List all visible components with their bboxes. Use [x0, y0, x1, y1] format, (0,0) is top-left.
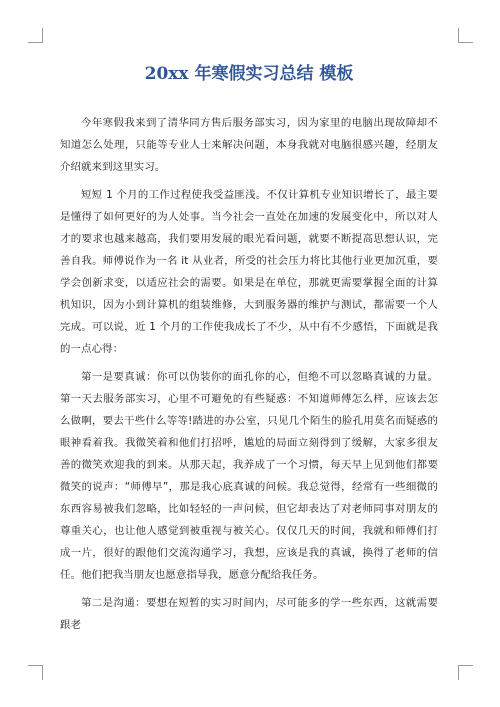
document-page	[60, 62, 438, 636]
crop-mark-top-left	[28, 28, 43, 43]
paragraph-sincerity: 第一是要真诚：你可以伪装你的面孔你的心，但绝不可以忽略真诚的力量。第一天去服务部实习，心里不可避免的有些疑惑：不知道师傅怎么样，应该去怎么做啊，要去干些什么等等!踏进的办公室，只见几个陌生的脸孔用莫名而疑惑的眼神看着我。我微笑着和他们打招呼，尴尬的局面立刻得到了缓解，大家多很友善的微笑欢迎我的到来。从那天起，我养成了一个习惯，每天早上见到他们都要微笑的说声：“师傅早”，那是我心底真诚的问候。我总觉得，经常有一些细微的东西容易被我们忽略，比如轻轻的一声问候，但它却表达了对老师同事对朋友的尊重关心，也让他人感觉到被重视与被关心。仅仅几天的时间，我就和师傅们打成一片，很好的跟他们交流沟通学习，我想，应该是我的真诚，换得了老师的信任。他们把我当朋友也愿意指导我，愿意分配给我任务。	[60, 371, 438, 581]
crop-mark-top-right	[458, 28, 473, 43]
paragraph-summary: 短短 1 个月的工作过程使我受益匪浅。不仅计算机专业知识增长了，最主要是懂得了如何更好的为人处事。当今社会一直处在加速的发展变化中，所以对人才的要求也越来越高，我们要用发展的眼光看问题，就要不断提高思想认识，完善自我。师傅说作为一名 it 从业者，所受的社会压力将比其他行业更加沉重，要学会创新求变，以适应社会的需要。如果是在单位，那就更需要掌握全面的计算机知识，因为小到计算机的组装维修，大到服务器的维护与测试，都需要一个人完成。可以说，近 1 个月的工作使我成长了不少，从中有不少感悟，下面就是我的一点心得：	[60, 189, 438, 355]
paragraph-communication: 第二是沟通：要想在短暂的实习时间内，尽可能多的学一些东西，这就需要跟老	[60, 597, 438, 631]
crop-mark-bottom-left	[28, 665, 43, 680]
document-title: 20xx 年寒假实习总结 模板	[144, 64, 354, 84]
paragraph-intro: 今年寒假我来到了清华同方售后服务部实习，因为家里的电脑出现故障却不知道怎么处理，只能等专业人士来解决问题，本身我就对电脑很感兴趣，经朋友介绍就来到这里实习。	[60, 117, 438, 173]
crop-mark-bottom-right	[458, 665, 473, 680]
